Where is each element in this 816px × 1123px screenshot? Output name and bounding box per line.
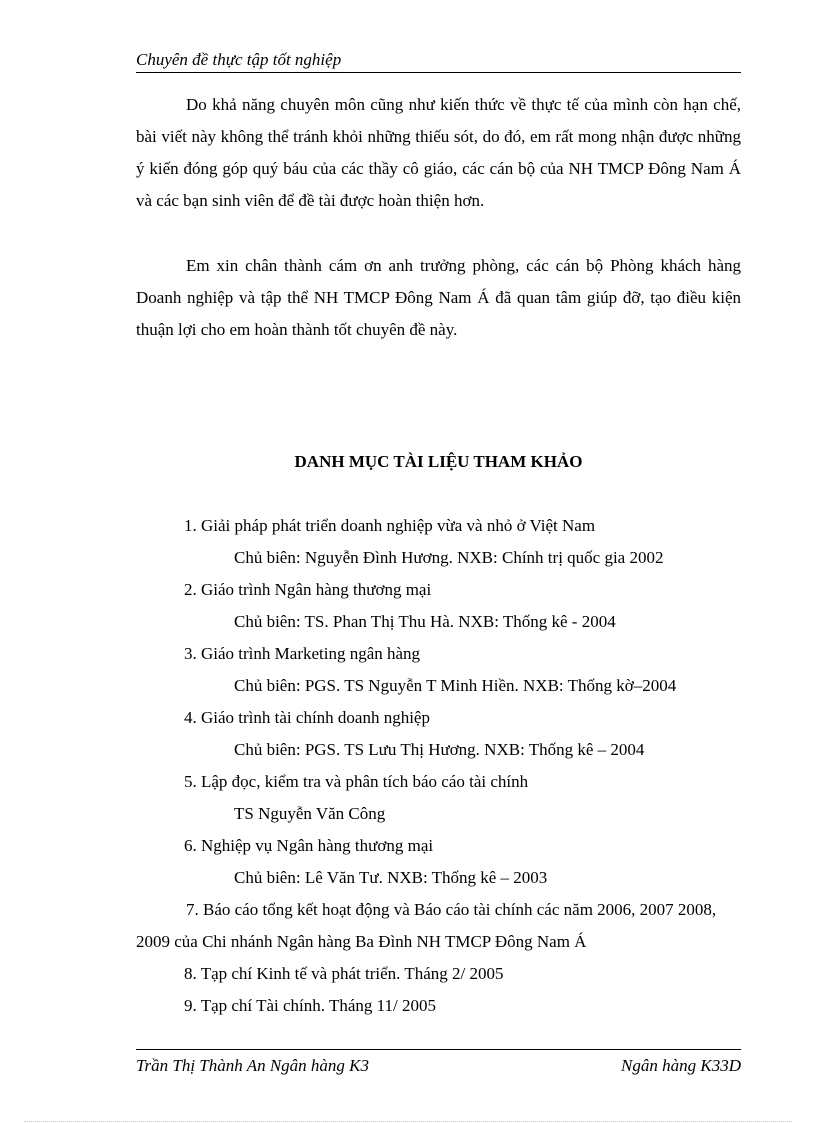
reference-item-5-detail: TS Nguyễn Văn Công bbox=[234, 804, 386, 823]
reference-item-2: 2. Giáo trình Ngân hàng thương mại bbox=[184, 580, 432, 599]
reference-item-4-detail: Chủ biên: PGS. TS Lưu Thị Hương. NXB: Thống kê – 2004 bbox=[234, 740, 645, 759]
page-footer bbox=[136, 1049, 741, 1075]
reference-item-8: 8. Tạp chí Kinh tế và phát triển. Tháng 2/ 2005 bbox=[184, 964, 504, 983]
reference-item-9: 9. Tạp chí Tài chính. Tháng 11/ 2005 bbox=[184, 996, 436, 1015]
reference-item-7: 7. Báo cáo tổng kết hoạt động và Báo cáo tài chính các năm 2006, 2007 2008, 2009 của Chi nhánh Ngân hàng Ba Đình NH TMCP Đông Nam Á bbox=[136, 900, 717, 951]
page-header bbox=[136, 48, 741, 73]
reference-item-5: 5. Lập đọc, kiểm tra và phân tích báo cáo tài chính bbox=[184, 772, 529, 791]
paragraph-thanks: Em xin chân thành cám ơn anh trưởng phòng, các cán bộ Phòng khách hàng Doanh nghiệp và tập thể NH TMCP Đông Nam Á đã quan tâm giúp đỡ, tạo điều kiện thuận lợi cho em hoàn thành tốt chuyên đề này. bbox=[136, 256, 741, 339]
paragraph-limitations: Do khả năng chuyên môn cũng như kiến thức về thực tế của mình còn hạn chế, bài viết này không thể tránh khỏi những thiếu sót, do đó, em rất mong nhận được những ý kiến đóng góp quý báu của các thầy cô giáo, các cán bộ của NH TMCP Đông Nam Á và các bạn sinh viên để đề tài được hoàn thiện hơn. bbox=[136, 95, 741, 210]
reference-item-4: 4. Giáo trình tài chính doanh nghiệp bbox=[184, 708, 430, 727]
reference-item-1: 1. Giải pháp phát triển doanh nghiệp vừa và nhỏ ở Việt Nam bbox=[184, 516, 596, 535]
reference-item-3-detail: Chủ biên: PGS. TS Nguyễn T Minh Hiền. NXB: Thống kờ–2004 bbox=[234, 676, 677, 695]
references-title: DANH MỤC TÀI LIỆU THAM KHẢO bbox=[294, 452, 583, 471]
references-list bbox=[136, 510, 741, 1022]
footer-class: Ngân hàng K33D bbox=[621, 1056, 741, 1075]
reference-item-6: 6. Nghiệp vụ Ngân hàng thương mại bbox=[184, 836, 434, 855]
reference-item-1-detail: Chủ biên: Nguyễn Đình Hương. NXB: Chính trị quốc gia 2002 bbox=[234, 548, 664, 567]
page-bottom-edge bbox=[24, 1121, 792, 1122]
reference-item-3: 3. Giáo trình Marketing ngân hàng bbox=[184, 644, 421, 663]
footer-author: Trần Thị Thành An Ngân hàng K3 bbox=[136, 1056, 370, 1075]
header-title: Chuyên đề thực tập tốt nghiệp bbox=[136, 50, 342, 69]
reference-item-6-detail: Chủ biên: Lê Văn Tư. NXB: Thống kê – 2003 bbox=[234, 868, 548, 887]
reference-item-2-detail: Chủ biên: TS. Phan Thị Thu Hà. NXB: Thống kê - 2004 bbox=[234, 612, 616, 631]
